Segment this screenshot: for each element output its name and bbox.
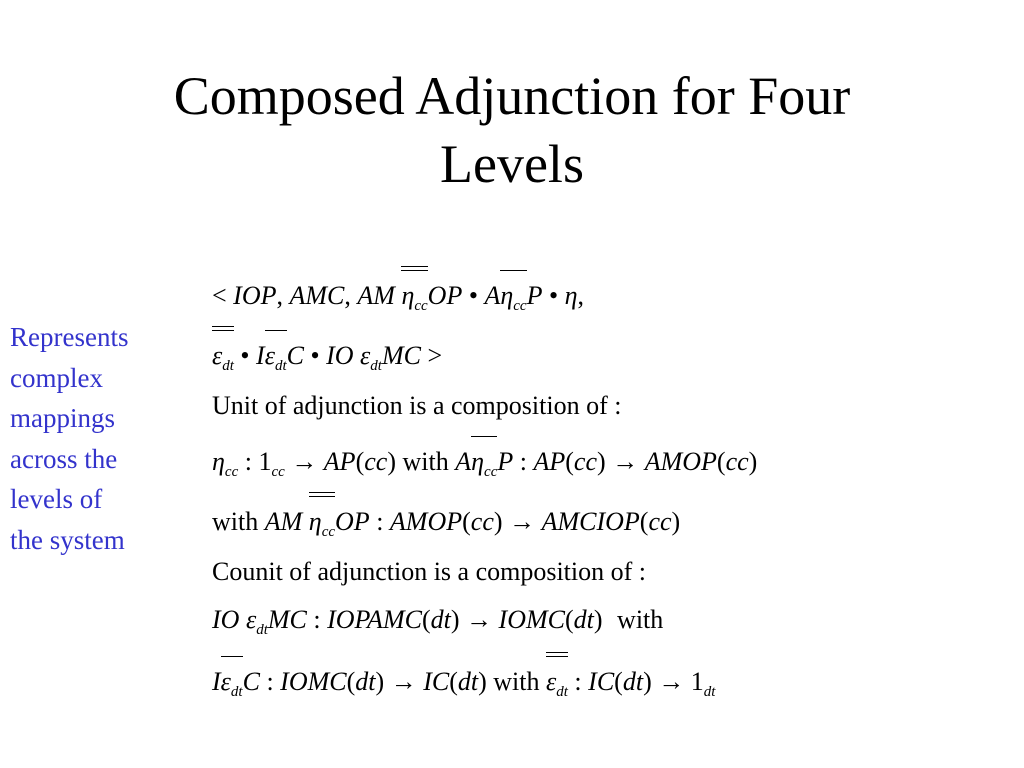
with-word: with bbox=[212, 507, 259, 536]
with-word: with bbox=[617, 605, 664, 634]
formula-counit-1: IO $\varepsilon_{dt}MC$ : IOPAMC(dt) → IOMC(dt) with bbox=[212, 605, 664, 638]
side-note-line-6: the system bbox=[10, 524, 125, 555]
adjunction-formulas bbox=[212, 0, 1012, 768]
side-note-line-2: complex bbox=[10, 362, 103, 393]
side-note-line-3: mappings bbox=[10, 403, 115, 433]
formula-tuple-line-1: < IOP, AMC, AM $\eta_{cc}OP$ • $A\eta_{cc}P$ • η, bbox=[212, 281, 584, 314]
slide-title-line-1: Composed Adjunction for Four bbox=[173, 66, 851, 126]
side-note-line-5: levels of bbox=[10, 484, 103, 514]
slide-title-line-2: Levels bbox=[440, 134, 584, 194]
side-note-line-1: Represents bbox=[10, 322, 129, 352]
formula-tuple-line-2: $\varepsilon_{dt}$ • $I\varepsilon_{dt}C$ • IO $\varepsilon_{dt}MC$ > bbox=[212, 341, 443, 374]
formula-unit-1: $\eta_{cc}$ : $1_{cc} \to AP(cc)$ with $A\eta_{cc}P$ : AP(cc) → AMOP(cc) bbox=[212, 447, 758, 480]
side-note-line-4: across the bbox=[10, 443, 118, 474]
formula-unit-2: with AM $\eta_{cc}OP$ : AMOP(cc) → AMCIOP(cc) bbox=[212, 507, 681, 540]
with-word: with bbox=[402, 447, 449, 476]
with-word: with bbox=[493, 667, 540, 696]
side-note bbox=[10, 317, 175, 560]
formula-counit-2: $I\varepsilon_{dt}C$ : IOMC(dt) → IC(dt) with $\varepsilon_{dt}$ : $IC(dt) \to 1_{dt}$ bbox=[212, 667, 716, 700]
unit-heading: Unit of adjunction is a composition of : bbox=[212, 391, 622, 420]
counit-heading: Counit of adjunction is a composition of : bbox=[212, 557, 647, 586]
